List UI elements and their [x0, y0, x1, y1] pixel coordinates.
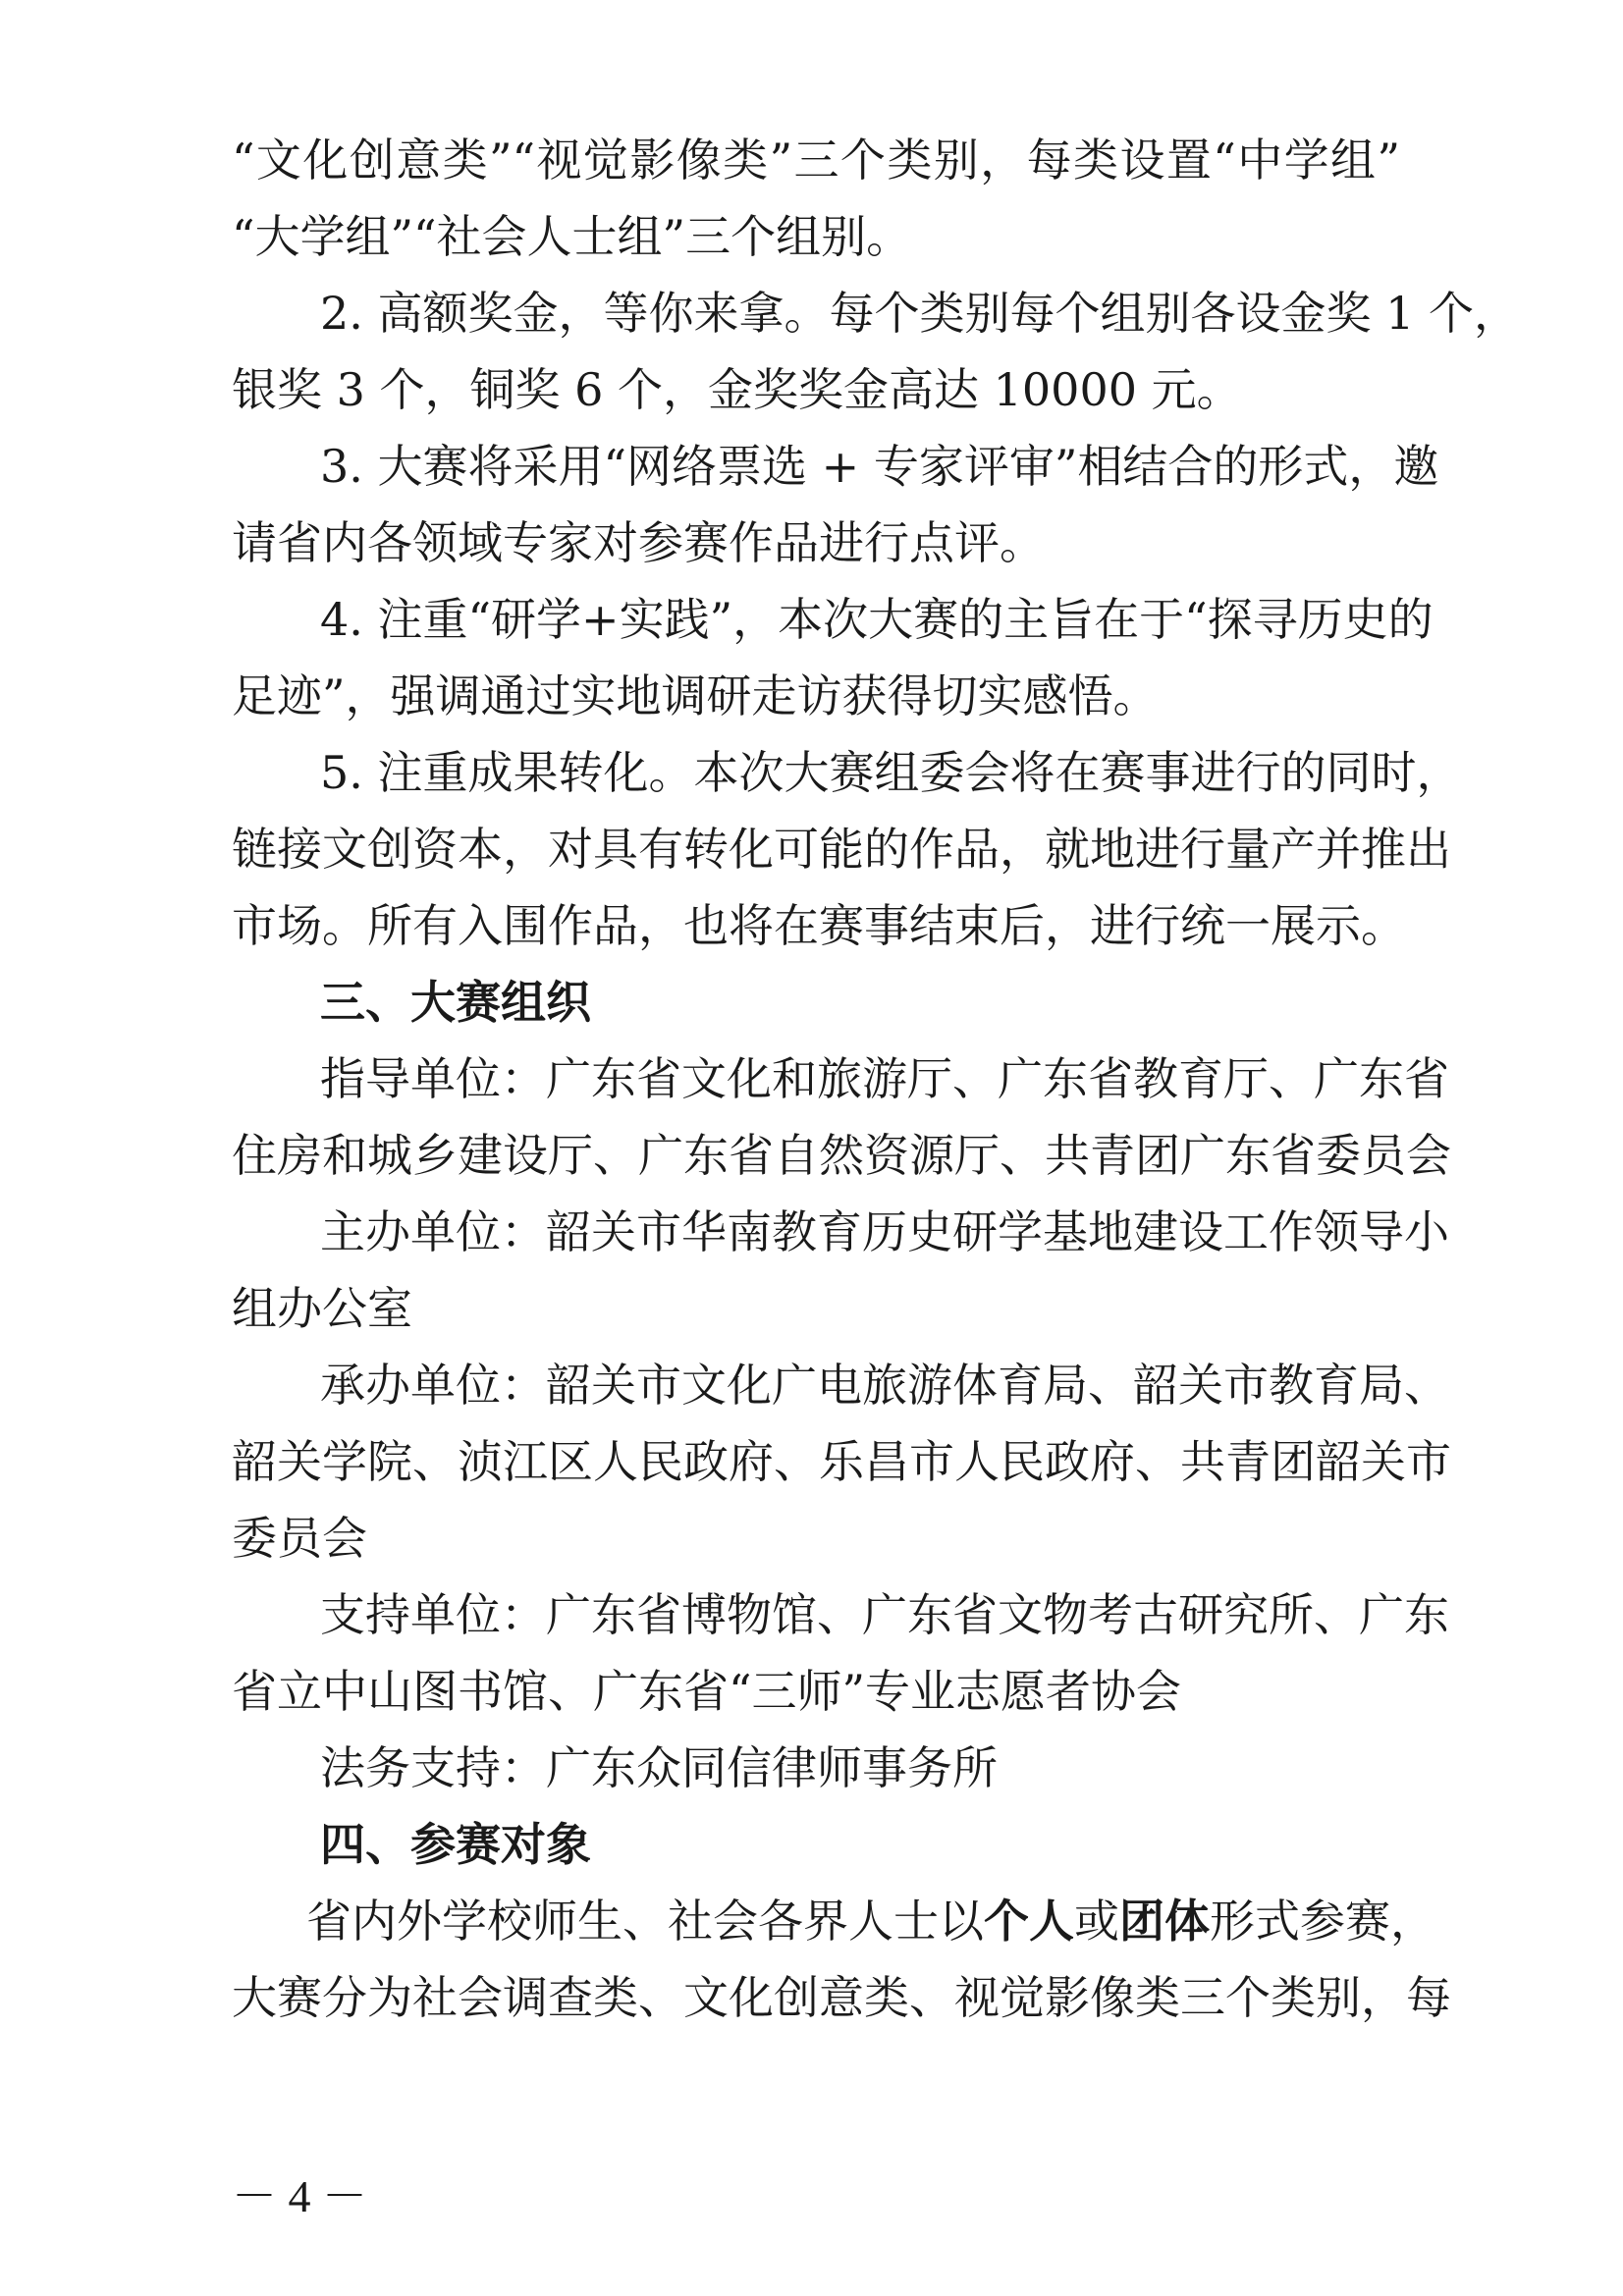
body-line: 银奖 3 个，铜奖 6 个，金奖奖金高达 10000 元。: [232, 363, 1242, 416]
body-line: 支持单位：广东省博物馆、广东省文物考古研究所、广东: [320, 1588, 1449, 1641]
body-line: 住房和城乡建设厅、广东省自然资源厅、共青团广东省委员会: [232, 1129, 1451, 1182]
body-line: 链接文创资本，对具有转化可能的作品，就地进行量产并推出: [232, 823, 1451, 876]
section-heading: 四、参赛对象: [320, 1818, 591, 1871]
participants-text: 省内外学校师生、社会各界人士以: [306, 1895, 984, 1948]
participants-emphasis-group: 团体: [1119, 1895, 1210, 1948]
body-line: 委员会: [232, 1512, 367, 1565]
body-line: 承办单位：韶关市文化广电旅游体育局、韶关市教育局、: [320, 1359, 1449, 1412]
body-line: 指导单位：广东省文化和旅游厅、广东省教育厅、广东省: [320, 1052, 1449, 1105]
body-line: 韶关学院、浈江区人民政府、乐昌市人民政府、共青团韶关市: [232, 1435, 1451, 1488]
body-line: 法务支持：广东众同信律师事务所: [320, 1741, 998, 1794]
body-line: 大赛分为社会调查类、文化创意类、视觉影像类三个类别，每: [232, 1971, 1451, 2024]
body-line: 4. 注重“研学+实践”，本次大赛的主旨在于“探寻历史的: [320, 593, 1434, 646]
body-line: “文化创意类”“视觉影像类”三个类别，每类设置“中学组”: [232, 133, 1400, 187]
body-line: 省立中山图书馆、广东省“三师”专业志愿者协会: [232, 1665, 1182, 1718]
participants-text: 或: [1074, 1895, 1119, 1948]
page-number: － 4 －: [232, 2171, 367, 2221]
body-line: 足迹”，强调通过实地调研走访获得切实感悟。: [232, 669, 1159, 722]
body-line: 组办公室: [232, 1282, 412, 1335]
body-line: 主办单位：韶关市华南教育历史研学基地建设工作领导小: [320, 1205, 1449, 1258]
section-heading: 三、大赛组织: [320, 976, 591, 1029]
participants-emphasis-individual: 个人: [984, 1895, 1074, 1948]
body-line: 请省内各领域专家对参赛作品进行点评。: [232, 516, 1045, 569]
body-line: 5. 注重成果转化。本次大赛组委会将在赛事进行的同时，: [320, 746, 1462, 799]
body-line: 2. 高额奖金，等你来拿。每个类别每个组别各设金奖 1 个，: [320, 287, 1520, 340]
body-line: 3. 大赛将采用“网络票选 + 专家评审”相结合的形式，邀: [320, 440, 1439, 493]
body-line: 市场。所有入围作品，也将在赛事结束后，进行统一展示。: [232, 899, 1406, 952]
participants-line: [306, 1883, 1435, 1959]
participants-text: 形式参赛，: [1210, 1895, 1435, 1948]
body-line: “大学组”“社会人士组”三个组别。: [232, 210, 912, 263]
